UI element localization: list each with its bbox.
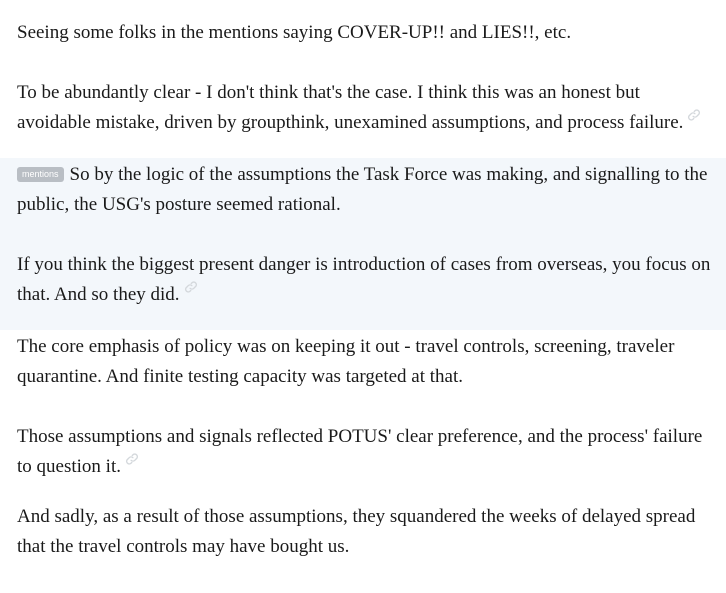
- tweet-1: [0, 0, 726, 48]
- tweet-3-text-1: So by the logic of the assumptions the Task Force was making, and signalling to the public, the USG's posture seemed rational.: [17, 164, 708, 215]
- mentions-badge[interactable]: mentions: [17, 167, 64, 182]
- tweet-3: [0, 158, 726, 330]
- tweet-5-paragraph: And sadly, as a result of those assumptions, they squandered the weeks of delayed spread that the travel controls may have bought us.: [17, 506, 696, 557]
- tweet-3-paragraph-1: [17, 160, 714, 220]
- tweet-3-text-2: If you think the biggest present danger is introduction of cases from overseas, you focus on that. And so they did.: [17, 254, 711, 305]
- link-icon[interactable]: [184, 280, 198, 294]
- tweet-1-paragraph: Seeing some folks in the mentions saying COVER-UP!! and LIES!!, etc.: [17, 22, 572, 43]
- tweet-2-paragraph: [17, 78, 714, 138]
- link-icon[interactable]: [125, 452, 139, 466]
- link-icon[interactable]: [687, 108, 701, 122]
- tweet-4-text-2: Those assumptions and signals reflected POTUS' clear preference, and the process' failure to question it.: [17, 426, 703, 477]
- tweet-4: [0, 330, 726, 502]
- tweet-4-paragraph-1: The core emphasis of policy was on keeping it out - travel controls, screening, traveler quarantine. And finite testing capacity was targeted at that.: [17, 336, 675, 387]
- tweet-2-text: To be abundantly clear - I don't think that's the case. I think this was an honest but avoidable mistake, driven by groupthink, unexamined assumptions, and process failure.: [17, 82, 684, 133]
- tweet-3-paragraph-2: [17, 250, 714, 310]
- paragraph-gap: [17, 392, 714, 422]
- tweet-5: [0, 502, 726, 562]
- tweet-4-paragraph-2: [17, 422, 714, 482]
- tweet-2: [0, 48, 726, 158]
- paragraph-gap: [17, 220, 714, 250]
